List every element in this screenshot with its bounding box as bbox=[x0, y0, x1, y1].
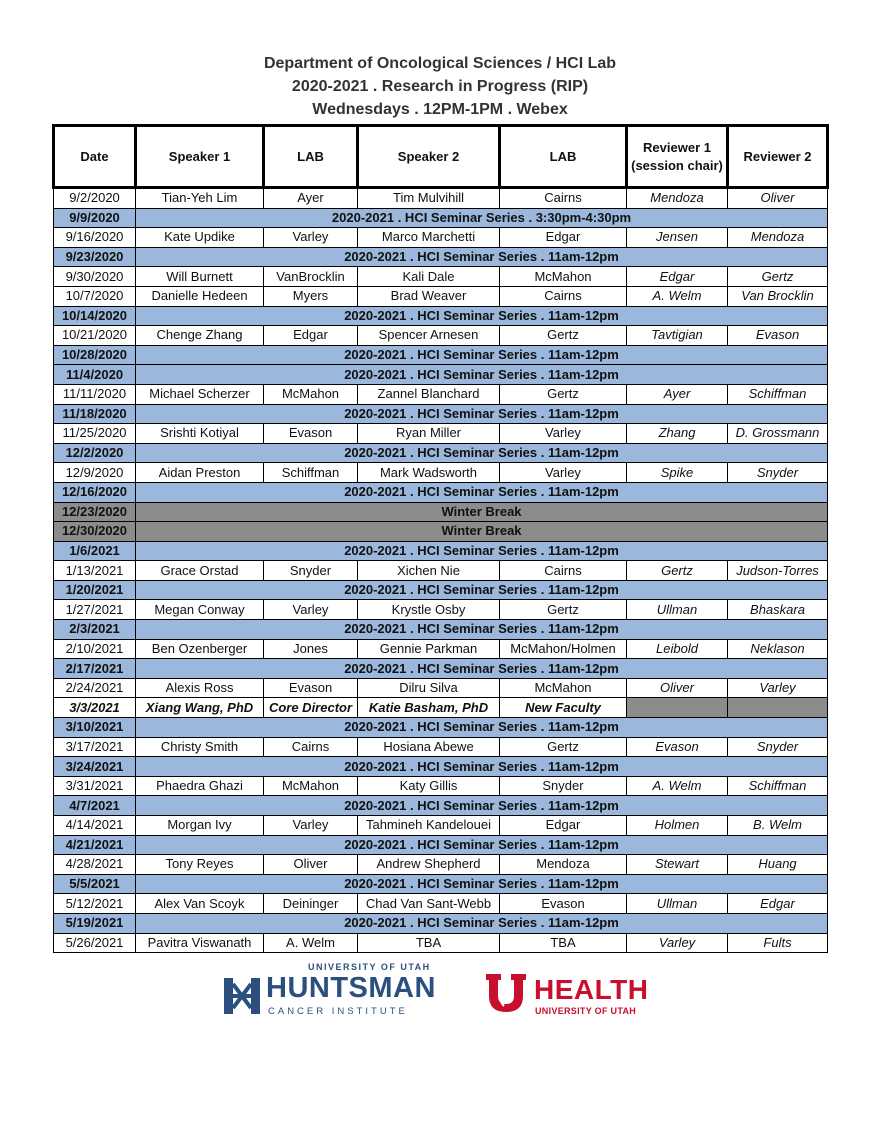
table-row bbox=[54, 659, 828, 679]
cell-lab-1: Myers bbox=[264, 286, 358, 306]
cell-seminar-note: 2020-2021 . HCI Seminar Series . 11am-12pm bbox=[136, 620, 828, 640]
cell-break-note: Winter Break bbox=[136, 502, 828, 522]
cell-break-note: Winter Break bbox=[136, 522, 828, 542]
cell-reviewer-1: Jensen bbox=[627, 228, 728, 248]
cell-speaker-2: Gennie Parkman bbox=[358, 639, 500, 659]
cell-speaker-1: Morgan Ivy bbox=[136, 816, 264, 836]
cell-date: 3/31/2021 bbox=[54, 776, 136, 796]
header-lab-1: LAB bbox=[264, 126, 358, 188]
table-row bbox=[54, 796, 828, 816]
header-reviewer-2: Reviewer 2 bbox=[728, 126, 828, 188]
cell-date: 12/23/2020 bbox=[54, 502, 136, 522]
cell-speaker-2: Dilru Silva bbox=[358, 678, 500, 698]
table-row bbox=[54, 835, 828, 855]
cell-reviewer-2: D. Grossmann bbox=[728, 424, 828, 444]
table-row bbox=[54, 463, 828, 483]
cell-date: 4/7/2021 bbox=[54, 796, 136, 816]
cell-lab-2: Gertz bbox=[500, 326, 627, 346]
cell-reviewer-1: Zhang bbox=[627, 424, 728, 444]
cell-seminar-note: 2020-2021 . HCI Seminar Series . 11am-12pm bbox=[136, 580, 828, 600]
cell-date: 1/6/2021 bbox=[54, 541, 136, 561]
cell-date: 12/2/2020 bbox=[54, 443, 136, 463]
cell-date: 5/26/2021 bbox=[54, 933, 136, 953]
cell-speaker-1: Pavitra Viswanath bbox=[136, 933, 264, 953]
cell-date: 12/9/2020 bbox=[54, 463, 136, 483]
logo-footer bbox=[0, 962, 880, 1022]
cell-date: 2/17/2021 bbox=[54, 659, 136, 679]
cell-date: 5/5/2021 bbox=[54, 874, 136, 894]
cell-speaker-1: Tony Reyes bbox=[136, 855, 264, 875]
cell-seminar-note: 2020-2021 . HCI Seminar Series . 11am-12pm bbox=[136, 913, 828, 933]
cell-seminar-note: 2020-2021 . HCI Seminar Series . 11am-12pm bbox=[136, 874, 828, 894]
block-u-icon bbox=[484, 970, 528, 1014]
cell-speaker-1: Kate Updike bbox=[136, 228, 264, 248]
cell-lab-1: A. Welm bbox=[264, 933, 358, 953]
cell-reviewer-1: A. Welm bbox=[627, 776, 728, 796]
cell-lab-2: New Faculty bbox=[500, 698, 627, 718]
table-row bbox=[54, 247, 828, 267]
cell-reviewer-2: Fults bbox=[728, 933, 828, 953]
cell-lab-2: McMahon bbox=[500, 678, 627, 698]
cell-reviewer-2: Snyder bbox=[728, 463, 828, 483]
cell-date: 1/13/2021 bbox=[54, 561, 136, 581]
cell-speaker-1: Will Burnett bbox=[136, 267, 264, 287]
table-row bbox=[54, 737, 828, 757]
cell-lab-2: Cairns bbox=[500, 561, 627, 581]
cell-speaker-1: Xiang Wang, PhD bbox=[136, 698, 264, 718]
cell-date: 2/10/2021 bbox=[54, 639, 136, 659]
cell-date: 11/4/2020 bbox=[54, 365, 136, 385]
cell-seminar-note: 2020-2021 . HCI Seminar Series . 11am-12pm bbox=[136, 345, 828, 365]
table-row bbox=[54, 698, 828, 718]
table-row bbox=[54, 718, 828, 738]
title-schedule: Wednesdays . 12PM-1PM . Webex bbox=[312, 101, 568, 118]
cell-date: 9/30/2020 bbox=[54, 267, 136, 287]
cell-seminar-note: 2020-2021 . HCI Seminar Series . 11am-12pm bbox=[136, 365, 828, 385]
cell-lab-1: Evason bbox=[264, 424, 358, 444]
table-row bbox=[54, 267, 828, 287]
table-row bbox=[54, 345, 828, 365]
header-speaker-2: Speaker 2 bbox=[358, 126, 500, 188]
table-row bbox=[54, 404, 828, 424]
cell-date: 5/12/2021 bbox=[54, 894, 136, 914]
cell-reviewer-1: Ullman bbox=[627, 894, 728, 914]
cell-reviewer-1: Oliver bbox=[627, 678, 728, 698]
cell-lab-1: Evason bbox=[264, 678, 358, 698]
cell-lab-1: Edgar bbox=[264, 326, 358, 346]
cell-date: 9/9/2020 bbox=[54, 208, 136, 228]
cell-speaker-1: Srishti Kotiyal bbox=[136, 424, 264, 444]
header-lab-2: LAB bbox=[500, 126, 627, 188]
cell-lab-1: McMahon bbox=[264, 776, 358, 796]
cell-reviewer-2: Gertz bbox=[728, 267, 828, 287]
health-logo-subtitle: UNIVERSITY OF UTAH bbox=[535, 1006, 637, 1016]
cell-reviewer-2: Judson-Torres bbox=[728, 561, 828, 581]
cell-lab-2: Cairns bbox=[500, 188, 627, 209]
cell-lab-2: Gertz bbox=[500, 600, 627, 620]
cell-lab-1: Snyder bbox=[264, 561, 358, 581]
table-row bbox=[54, 874, 828, 894]
cell-lab-1: McMahon bbox=[264, 384, 358, 404]
table-row bbox=[54, 855, 828, 875]
cell-speaker-2: Krystle Osby bbox=[358, 600, 500, 620]
document-title-block bbox=[0, 52, 880, 121]
cell-reviewer-1: Stewart bbox=[627, 855, 728, 875]
table-row bbox=[54, 326, 828, 346]
schedule-body bbox=[54, 188, 828, 953]
cell-date: 9/16/2020 bbox=[54, 228, 136, 248]
cell-lab-1: Cairns bbox=[264, 737, 358, 757]
table-row bbox=[54, 600, 828, 620]
table-row bbox=[54, 188, 828, 209]
cell-seminar-note: 2020-2021 . HCI Seminar Series . 11am-12pm bbox=[136, 404, 828, 424]
cell-speaker-2: Katy Gillis bbox=[358, 776, 500, 796]
cell-reviewer-1: Edgar bbox=[627, 267, 728, 287]
cell-seminar-note: 2020-2021 . HCI Seminar Series . 11am-12pm bbox=[136, 796, 828, 816]
cell-date: 2/3/2021 bbox=[54, 620, 136, 640]
table-row bbox=[54, 522, 828, 542]
cell-reviewer-2: Schiffman bbox=[728, 384, 828, 404]
table-row bbox=[54, 228, 828, 248]
cell-date: 3/3/2021 bbox=[54, 698, 136, 718]
huntsman-logo-subtitle: CANCER INSTITUTE bbox=[268, 1006, 408, 1017]
cell-speaker-2: Tim Mulvihill bbox=[358, 188, 500, 209]
cell-reviewer-1-empty bbox=[627, 698, 728, 718]
cell-reviewer-2-empty bbox=[728, 698, 828, 718]
table-row bbox=[54, 384, 828, 404]
cell-lab-2: Evason bbox=[500, 894, 627, 914]
cell-reviewer-2: Varley bbox=[728, 678, 828, 698]
cell-speaker-2: Andrew Shepherd bbox=[358, 855, 500, 875]
table-row bbox=[54, 757, 828, 777]
header-reviewer-1: Reviewer 1 (session chair) bbox=[627, 126, 728, 188]
cell-lab-2: Edgar bbox=[500, 228, 627, 248]
cell-date: 12/16/2020 bbox=[54, 482, 136, 502]
cell-date: 5/19/2021 bbox=[54, 913, 136, 933]
cell-seminar-note: 2020-2021 . HCI Seminar Series . 3:30pm-4:30pm bbox=[136, 208, 828, 228]
cell-speaker-1: Chenge Zhang bbox=[136, 326, 264, 346]
cell-speaker-2: Mark Wadsworth bbox=[358, 463, 500, 483]
schedule-table bbox=[52, 124, 829, 953]
cell-speaker-1: Grace Orstad bbox=[136, 561, 264, 581]
cell-speaker-2: Zannel Blanchard bbox=[358, 384, 500, 404]
cell-reviewer-1: Holmen bbox=[627, 816, 728, 836]
cell-speaker-1: Phaedra Ghazi bbox=[136, 776, 264, 796]
cell-seminar-note: 2020-2021 . HCI Seminar Series . 11am-12pm bbox=[136, 541, 828, 561]
table-row bbox=[54, 894, 828, 914]
table-row bbox=[54, 816, 828, 836]
cell-speaker-2: Tahmineh Kandelouei bbox=[358, 816, 500, 836]
cell-lab-1: Core Director bbox=[264, 698, 358, 718]
cell-reviewer-2: Neklason bbox=[728, 639, 828, 659]
cell-reviewer-2: Bhaskara bbox=[728, 600, 828, 620]
table-row bbox=[54, 365, 828, 385]
cell-speaker-2: TBA bbox=[358, 933, 500, 953]
cell-date: 1/27/2021 bbox=[54, 600, 136, 620]
cell-lab-2: Mendoza bbox=[500, 855, 627, 875]
cell-reviewer-2: B. Welm bbox=[728, 816, 828, 836]
cell-speaker-1: Tian-Yeh Lim bbox=[136, 188, 264, 209]
cell-lab-2: Varley bbox=[500, 463, 627, 483]
table-row bbox=[54, 580, 828, 600]
cell-reviewer-1: Varley bbox=[627, 933, 728, 953]
cell-seminar-note: 2020-2021 . HCI Seminar Series . 11am-12pm bbox=[136, 247, 828, 267]
cell-reviewer-1: Mendoza bbox=[627, 188, 728, 209]
cell-speaker-1: Aidan Preston bbox=[136, 463, 264, 483]
cell-seminar-note: 2020-2021 . HCI Seminar Series . 11am-12pm bbox=[136, 757, 828, 777]
cell-seminar-note: 2020-2021 . HCI Seminar Series . 11am-12pm bbox=[136, 718, 828, 738]
cell-speaker-2: Ryan Miller bbox=[358, 424, 500, 444]
cell-date: 4/21/2021 bbox=[54, 835, 136, 855]
cell-lab-2: TBA bbox=[500, 933, 627, 953]
cell-reviewer-2: Huang bbox=[728, 855, 828, 875]
cell-lab-2: Gertz bbox=[500, 737, 627, 757]
cell-speaker-1: Michael Scherzer bbox=[136, 384, 264, 404]
cell-speaker-2: Marco Marchetti bbox=[358, 228, 500, 248]
cell-date: 10/21/2020 bbox=[54, 326, 136, 346]
cell-speaker-1: Ben Ozenberger bbox=[136, 639, 264, 659]
table-row bbox=[54, 502, 828, 522]
cell-lab-2: Gertz bbox=[500, 384, 627, 404]
table-row bbox=[54, 482, 828, 502]
uofu-health-logo bbox=[484, 970, 649, 1022]
cell-date: 9/23/2020 bbox=[54, 247, 136, 267]
cell-reviewer-1: Evason bbox=[627, 737, 728, 757]
cell-date: 4/14/2021 bbox=[54, 816, 136, 836]
cell-date: 11/25/2020 bbox=[54, 424, 136, 444]
cell-speaker-2: Katie Basham, PhD bbox=[358, 698, 500, 718]
cell-lab-1: Deininger bbox=[264, 894, 358, 914]
cell-speaker-2: Kali Dale bbox=[358, 267, 500, 287]
cell-lab-2: McMahon bbox=[500, 267, 627, 287]
cell-lab-2: McMahon/Holmen bbox=[500, 639, 627, 659]
cell-speaker-1: Danielle Hedeen bbox=[136, 286, 264, 306]
cell-lab-2: Varley bbox=[500, 424, 627, 444]
cell-date: 11/11/2020 bbox=[54, 384, 136, 404]
cell-date: 11/18/2020 bbox=[54, 404, 136, 424]
table-row bbox=[54, 541, 828, 561]
table-row bbox=[54, 620, 828, 640]
table-row bbox=[54, 424, 828, 444]
cell-lab-2: Edgar bbox=[500, 816, 627, 836]
cell-lab-2: Snyder bbox=[500, 776, 627, 796]
huntsman-logo-name: HUNTSMAN bbox=[266, 972, 436, 1004]
cell-reviewer-1: Leibold bbox=[627, 639, 728, 659]
cell-speaker-1: Alex Van Scoyk bbox=[136, 894, 264, 914]
table-row bbox=[54, 678, 828, 698]
cell-date: 2/24/2021 bbox=[54, 678, 136, 698]
cell-lab-1: Oliver bbox=[264, 855, 358, 875]
table-row bbox=[54, 306, 828, 326]
cell-reviewer-2: Edgar bbox=[728, 894, 828, 914]
huntsman-logo-university: UNIVERSITY OF UTAH bbox=[308, 962, 431, 972]
cell-reviewer-1: Ullman bbox=[627, 600, 728, 620]
table-row bbox=[54, 208, 828, 228]
cell-lab-1: Ayer bbox=[264, 188, 358, 209]
cell-reviewer-1: Gertz bbox=[627, 561, 728, 581]
table-row bbox=[54, 286, 828, 306]
table-row bbox=[54, 443, 828, 463]
cell-date: 9/2/2020 bbox=[54, 188, 136, 209]
table-row bbox=[54, 776, 828, 796]
cell-speaker-2: Brad Weaver bbox=[358, 286, 500, 306]
cell-seminar-note: 2020-2021 . HCI Seminar Series . 11am-12pm bbox=[136, 835, 828, 855]
health-logo-name: HEALTH bbox=[534, 974, 649, 1005]
cell-date: 10/14/2020 bbox=[54, 306, 136, 326]
cell-speaker-1: Alexis Ross bbox=[136, 678, 264, 698]
header-date: Date bbox=[54, 126, 136, 188]
title-department: Department of Oncological Sciences / HCI Lab bbox=[263, 55, 617, 72]
cell-speaker-2: Chad Van Sant-Webb bbox=[358, 894, 500, 914]
cell-reviewer-1: Spike bbox=[627, 463, 728, 483]
table-row bbox=[54, 561, 828, 581]
cell-date: 1/20/2021 bbox=[54, 580, 136, 600]
table-row bbox=[54, 913, 828, 933]
cell-reviewer-2: Evason bbox=[728, 326, 828, 346]
cell-speaker-2: Hosiana Abewe bbox=[358, 737, 500, 757]
cell-speaker-2: Spencer Arnesen bbox=[358, 326, 500, 346]
cell-lab-1: Jones bbox=[264, 639, 358, 659]
cell-date: 3/24/2021 bbox=[54, 757, 136, 777]
table-row bbox=[54, 639, 828, 659]
cell-reviewer-2: Oliver bbox=[728, 188, 828, 209]
cell-lab-1: VanBrocklin bbox=[264, 267, 358, 287]
cell-reviewer-2: Schiffman bbox=[728, 776, 828, 796]
cell-date: 4/28/2021 bbox=[54, 855, 136, 875]
cell-lab-1: Schiffman bbox=[264, 463, 358, 483]
cell-lab-1: Varley bbox=[264, 816, 358, 836]
huntsman-logo bbox=[222, 962, 442, 1020]
cell-speaker-1: Christy Smith bbox=[136, 737, 264, 757]
cell-reviewer-2: Snyder bbox=[728, 737, 828, 757]
title-series: 2020-2021 . Research in Progress (RIP) bbox=[291, 78, 589, 95]
cell-seminar-note: 2020-2021 . HCI Seminar Series . 11am-12pm bbox=[136, 306, 828, 326]
cell-reviewer-1: A. Welm bbox=[627, 286, 728, 306]
table-row bbox=[54, 933, 828, 953]
cell-seminar-note: 2020-2021 . HCI Seminar Series . 11am-12pm bbox=[136, 482, 828, 502]
cell-lab-1: Varley bbox=[264, 600, 358, 620]
cell-date: 10/28/2020 bbox=[54, 345, 136, 365]
cell-date: 10/7/2020 bbox=[54, 286, 136, 306]
cell-date: 3/10/2021 bbox=[54, 718, 136, 738]
cell-date: 12/30/2020 bbox=[54, 522, 136, 542]
cell-reviewer-1: Ayer bbox=[627, 384, 728, 404]
cell-reviewer-2: Van Brocklin bbox=[728, 286, 828, 306]
header-speaker-1: Speaker 1 bbox=[136, 126, 264, 188]
cell-lab-2: Cairns bbox=[500, 286, 627, 306]
cell-reviewer-1: Tavtigian bbox=[627, 326, 728, 346]
huntsman-h-icon bbox=[222, 976, 262, 1016]
cell-speaker-1: Megan Conway bbox=[136, 600, 264, 620]
cell-date: 3/17/2021 bbox=[54, 737, 136, 757]
cell-lab-1: Varley bbox=[264, 228, 358, 248]
cell-speaker-2: Xichen Nie bbox=[358, 561, 500, 581]
cell-seminar-note: 2020-2021 . HCI Seminar Series . 11am-12pm bbox=[136, 659, 828, 679]
cell-reviewer-2: Mendoza bbox=[728, 228, 828, 248]
table-header-row bbox=[54, 126, 828, 188]
cell-seminar-note: 2020-2021 . HCI Seminar Series . 11am-12pm bbox=[136, 443, 828, 463]
